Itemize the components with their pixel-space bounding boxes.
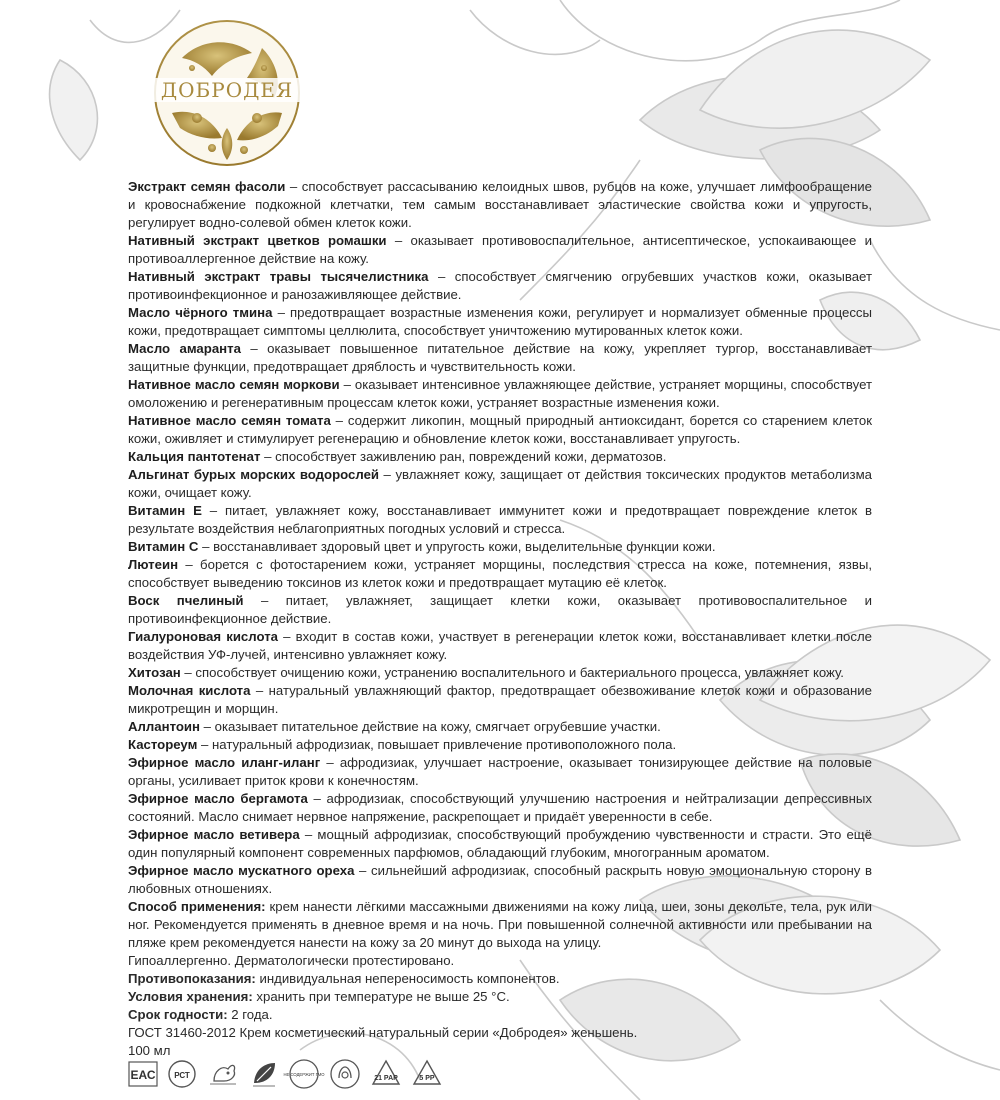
ingredient-desc: – борется с фотостарением кожи, устраняет морщины, последствия стресса на коже, потемнения, язвы, способствует выведению токсинов из клеток кожи и предотвращает мутацию её клеток.	[128, 557, 872, 590]
recycle-21-icon	[370, 1058, 402, 1090]
ingredient-name: Лютеин	[128, 557, 179, 572]
recycle-21-label: 21 PAP	[374, 1075, 398, 1082]
ingredient-entry	[128, 304, 872, 340]
ingredient-entry	[128, 754, 872, 790]
dermatology-icon	[329, 1058, 361, 1090]
ingredient-desc: – сильнейший афродизиак, способный раскрыть новую эмоциональную сторону в любовных отношениях.	[128, 863, 872, 896]
no-gmo-icon	[283, 1058, 325, 1090]
ingredient-desc: – мощный афродизиак, способствующий пробуждению чувственности и страсти. Это ещё один популярный компонент современных парфюмов, обладающий глубоким, многогранным ароматом.	[128, 827, 872, 860]
ingredient-entry	[128, 736, 872, 754]
ingredient-entry	[128, 448, 872, 466]
cruelty-free-icon	[206, 1059, 240, 1089]
ingredient-desc: – предотвращает возрастные изменения кожи, регулирует и нормализует обменные процессы кожи, предотвращает симптомы целлюлита, способствует уничтожению мутированных клеток кожи.	[128, 305, 872, 338]
contraindications	[128, 970, 872, 988]
ingredient-name: Кальция пантотенат	[128, 449, 261, 464]
ingredient-desc: – оказывает интенсивное увлажняющее действие, устраняет морщины, способствует омоложению и регенеративным процессам клеток кожи, устраняет возрастные изменения кожи.	[128, 377, 873, 410]
ingredient-desc: – натуральный увлажняющий фактор, предотвращает обезвоживание клеток кожи и образование микротрещин и морщин.	[128, 683, 872, 716]
no-gmo-label: НЕ СОДЕРЖИТ ГМО	[283, 1072, 325, 1077]
ingredient-name: Молочная кислота	[128, 683, 251, 698]
ingredient-desc: – питает, увлажняет, защищает клетки кожи, оказывает противовоспалительное и противоинфекционное действие.	[128, 593, 872, 626]
ingredient-name: Витамин С	[128, 539, 199, 554]
ingredient-desc: – оказывает повышенное питательное действие на кожу, укрепляет тургор, восстанавливает защитные функции, предотвращает дряблость и чувствительность кожи.	[128, 341, 872, 374]
ingredient-entry	[128, 556, 872, 592]
ingredient-entry	[128, 340, 872, 376]
shelf-life-text: 2 года.	[227, 1007, 273, 1022]
ingredient-desc: – питает, увлажняет кожу, восстанавливает иммунитет кожи и предотвращает повреждение клеток в результате воздействия неблагоприятных погодных условий и стресса.	[128, 503, 872, 536]
eac-icon	[128, 1061, 158, 1087]
ingredient-name: Масло амаранта	[128, 341, 241, 356]
ingredient-entry	[128, 376, 872, 412]
ingredient-entry	[128, 628, 872, 664]
ingredient-name: Хитозан	[128, 665, 181, 680]
certification-marks	[128, 1056, 443, 1092]
hypoallergenic-note: Гипоаллергенно. Дерматологически протестировано.	[128, 953, 455, 968]
eco-leaf-icon	[249, 1059, 279, 1089]
ingredient-desc: – оказывает противовоспалительное, антисептическое, успокаивающее и противоаллергенное действие на кожу.	[128, 233, 873, 266]
recycle-5-label: 5 PP	[419, 1075, 435, 1082]
ingredient-entry	[128, 862, 872, 898]
ingredient-name: Гиалуроновая кислота	[128, 629, 278, 644]
ingredient-desc: – натуральный афродизиак, повышает привлечение противоположного пола.	[197, 737, 677, 752]
ingredient-entry	[128, 232, 872, 268]
ingredient-entry	[128, 826, 872, 862]
shelf-life-label: Срок годности:	[128, 1007, 228, 1022]
storage-text: хранить при температуре не выше 25 °С.	[252, 989, 510, 1004]
volume: 100 мл	[128, 1043, 171, 1058]
ingredient-name: Нативное масло семян томата	[128, 413, 331, 428]
ingredient-entry	[128, 466, 872, 502]
usage-instructions	[128, 898, 872, 952]
ingredient-desc: – входит в состав кожи, участвует в регенерации клеток кожи, восстанавливает клетки после воздействия УФ-лучей, интенсивно увлажняет кожу.	[128, 629, 872, 662]
ingredient-desc: – оказывает питательное действие на кожу, смягчает огрубевшие участки.	[200, 719, 661, 734]
ingredient-name: Нативный экстракт цветков ромашки	[128, 233, 387, 248]
ingredient-entry	[128, 592, 872, 628]
ingredient-desc: – содержит ликопин, мощный природный антиоксидант, борется со старением клеток кожи, оживляет и стимулирует регенерацию и обновление клеток кожи, восстанавливает упругость.	[128, 413, 872, 446]
ingredient-name: Нативное масло семян моркови	[128, 377, 340, 392]
shelf-life	[128, 1006, 872, 1024]
storage-conditions	[128, 988, 872, 1006]
ingredient-entry	[128, 538, 872, 556]
ingredient-desc: – афродизиак, способствующий улучшению настроения и нейтрализации депрессивных состояний. Масло снимает нервное напряжение, раскрепощает и придаёт уверенности в себе.	[128, 791, 872, 824]
ingredient-desc: – афродизиак, улучшает настроение, оказывает тонизирующее действие на половые органы, усиливает приток крови к конечностям.	[128, 755, 872, 788]
ingredient-entry	[128, 178, 872, 232]
rst-icon	[167, 1059, 197, 1089]
brand-logo	[152, 18, 302, 168]
ingredient-desc: – способствует очищению кожи, устранению воспалительного и бактериального процесса, увлажняет кожу.	[180, 665, 844, 680]
ingredient-desc: – способствует рассасыванию келоидных швов, рубцов на коже, улучшает лимфообращение и кровоснабжение подкожной клетчатки, тем самым восстанавливает эластические свойства кожи и упругость, регулирует водно-солевой обмен клеток кожи.	[128, 179, 872, 230]
ingredient-name: Эфирное масло иланг-иланг	[128, 755, 321, 770]
ingredient-name: Нативный экстракт травы тысячелистника	[128, 269, 429, 284]
eac-label: ЕАС	[130, 1068, 156, 1082]
ingredient-entry	[128, 502, 872, 538]
ingredient-entry	[128, 268, 872, 304]
ingredient-name: Кастореум	[128, 737, 198, 752]
rst-label: РСТ	[174, 1071, 190, 1080]
ingredient-desc: – способствует смягчению огрубевших участков кожи, оказывает противоинфекционное и ранозаживляющее действие.	[128, 269, 872, 302]
ingredient-name: Эфирное масло мускатного ореха	[128, 863, 355, 878]
ingredient-name: Аллантоин	[128, 719, 200, 734]
ingredient-name: Масло чёрного тмина	[128, 305, 273, 320]
storage-label: Условия хранения:	[128, 989, 253, 1004]
contraindications-text: индивидуальная непереносимость компонентов.	[255, 971, 560, 986]
usage-text: крем нанести лёгкими массажными движениями на кожу лица, шеи, зоны декольте, тела, рук или ног. Рекомендуется применять в дневное время и на ночь. При повышенной солнечной активности или пребывании на пляже крем рекомендуется нанести на кожу за 20 минут до выхода на улицу.	[128, 899, 872, 950]
ingredient-desc: – способствует заживлению ран, повреждений кожи, дерматозов.	[260, 449, 667, 464]
contraindications-label: Противопоказания:	[128, 971, 256, 986]
ingredient-name: Эфирное масло бергамота	[128, 791, 308, 806]
usage-label: Способ применения:	[128, 899, 266, 914]
ingredient-name: Воск пчелиный	[128, 593, 244, 608]
gost-standard: ГОСТ 31460-2012 Крем косметический натуральный серии «Добродея» женьшень.	[128, 1025, 638, 1040]
ingredient-name: Альгинат бурых морских водорослей	[128, 467, 380, 482]
ingredient-name: Экстракт семян фасоли	[128, 179, 286, 194]
brand-name: ДОБРОДЕЯ	[152, 78, 302, 102]
ingredient-entry	[128, 790, 872, 826]
ingredient-desc: – восстанавливает здоровый цвет и упругость кожи, выделительные функции кожи.	[198, 539, 716, 554]
ingredient-entry	[128, 718, 872, 736]
ingredient-name: Витамин Е	[128, 503, 202, 518]
product-description	[128, 178, 872, 1060]
ingredient-entry	[128, 412, 872, 448]
ingredient-entry	[128, 664, 872, 682]
ingredient-name: Эфирное масло ветивера	[128, 827, 300, 842]
ingredient-entry	[128, 682, 872, 718]
recycle-5-icon	[411, 1058, 443, 1090]
ingredient-desc: – увлажняет кожу, защищает от действия токсических продуктов метаболизма кожи, очищает кожу.	[128, 467, 872, 500]
